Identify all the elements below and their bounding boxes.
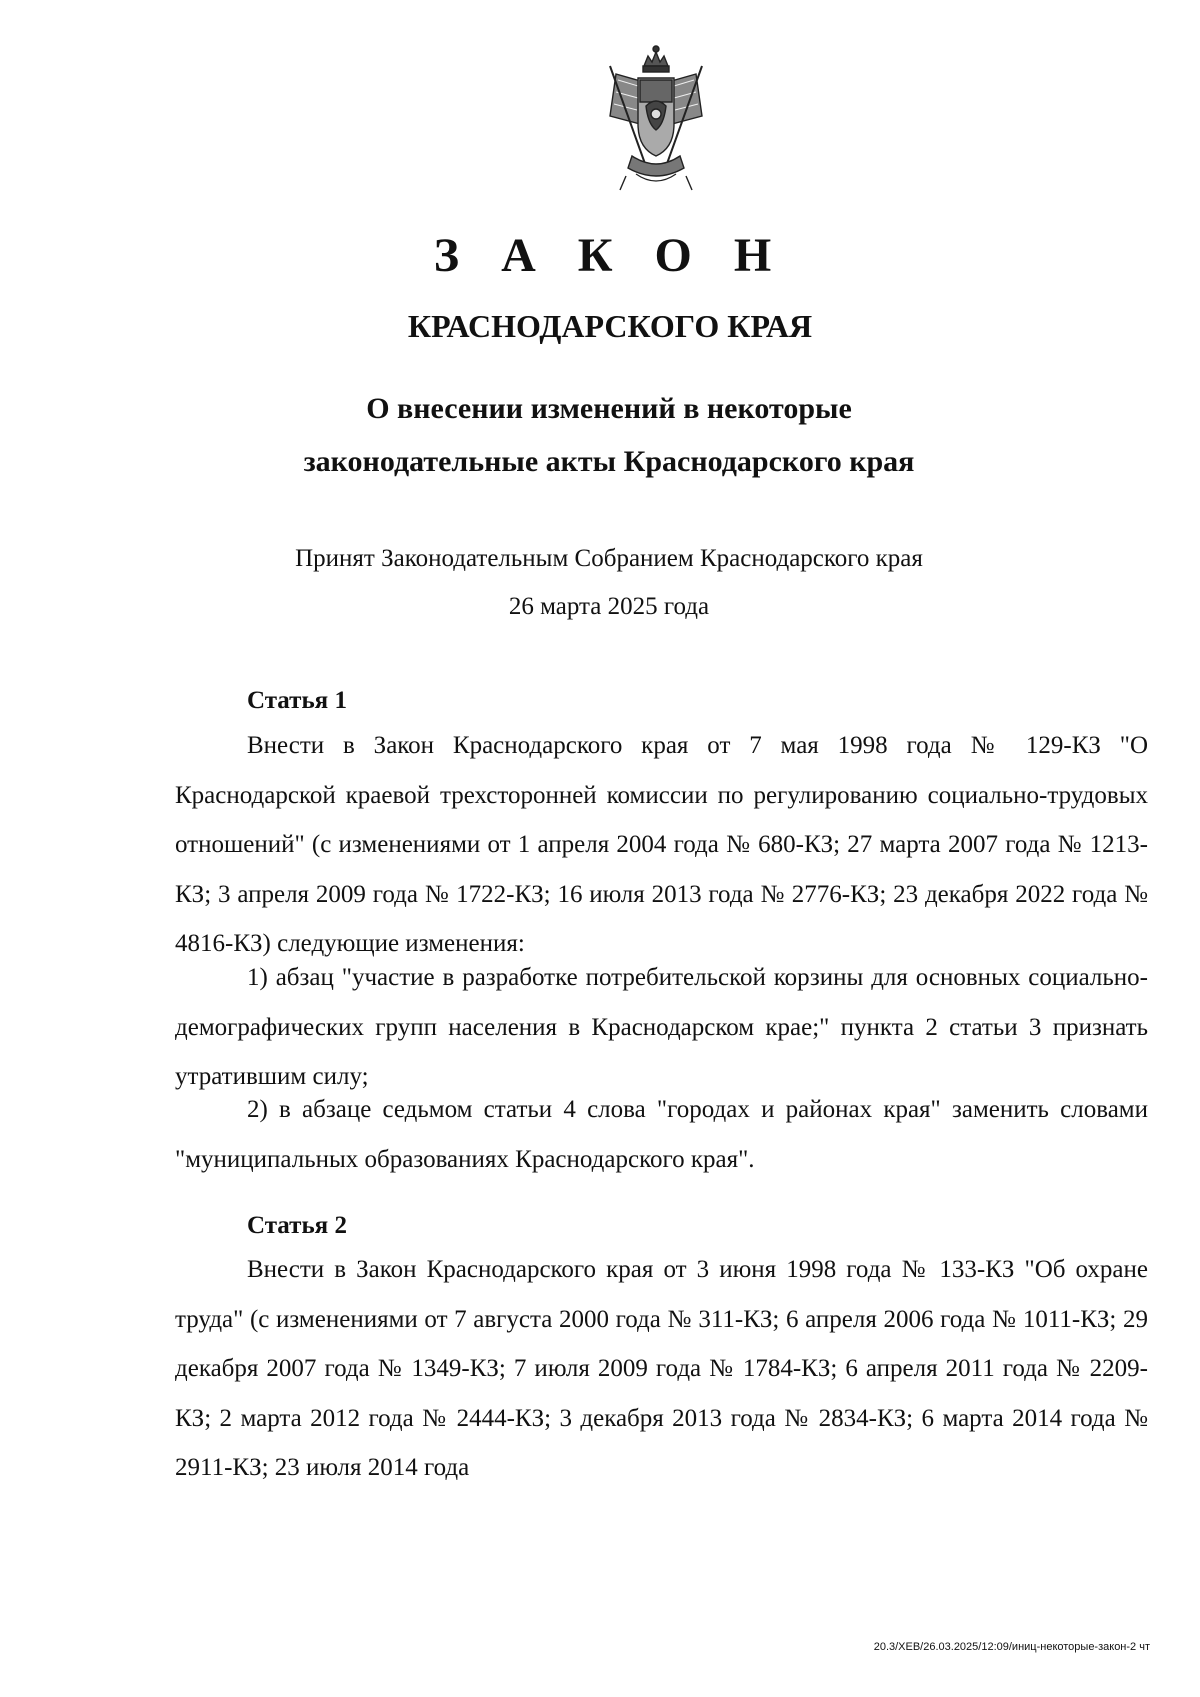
- law-name-line-1: О внесении изменений в некоторые: [366, 392, 852, 425]
- coat-of-arms-icon: [596, 44, 716, 194]
- article-2-intro: Внести в Закон Краснодарского края от 3 июня 1998 года № 133-КЗ "Об охране труда" (с изменениями от 7 августа 2000 года № 311-КЗ; 6 апреля 2006 года № 1011-КЗ; 29 декабря 2007 года № 1349-КЗ; 7 июля 2009 года № 1784-КЗ; 6 апреля 2011 года № 2209-КЗ; 2 марта 2012 года № 2444-КЗ; 3 декабря 2013 года № 2834-КЗ; 6 марта 2014 года № 2911-КЗ; 23 июля 2014 года: [175, 1256, 1148, 1481]
- adoption-date: 26 марта 2025 года: [508, 593, 710, 620]
- document-subtitle: КРАСНОДАРСКОГО КРАЯ: [407, 308, 813, 344]
- document-footer-code: 20.3/ХЕВ/26.03.2025/12:09/иниц-некоторые-закон-2 чт: [873, 1641, 1150, 1653]
- article-2-heading: Статья 2: [247, 1212, 347, 1239]
- law-name-line-2: законодательные акты Краснодарского края: [303, 445, 915, 478]
- document-title: З А К О Н: [433, 229, 787, 282]
- article-1-item-2: 2) в абзаце седьмом статьи 4 слова "городах и районах края" заменить словами "муниципальных образованиях Краснодарского края".: [175, 1096, 1148, 1173]
- article-1-heading: Статья 1: [247, 687, 347, 714]
- article-1-intro: Внести в Закон Краснодарского края от 7 мая 1998 года № 129-КЗ "О Краснодарской краевой трехсторонней комиссии по регулированию социально-трудовых отношений" (с изменениями от 1 апреля 2004 года № 680-КЗ; 27 марта 2007 года № 1213-КЗ; 3 апреля 2009 года № 1722-КЗ; 16 июля 2013 года № 2776-КЗ; 23 декабря 2022 года № 4816-КЗ) следующие изменения:: [175, 732, 1148, 957]
- adoption-line: Принят Законодательным Собранием Краснодарского края: [295, 545, 923, 572]
- article-1-item-1: 1) абзац "участие в разработке потребительской корзины для основных социально-демографических групп населения в Краснодарском крае;" пункта 2 статьи 3 признать утратившим силу;: [175, 964, 1148, 1090]
